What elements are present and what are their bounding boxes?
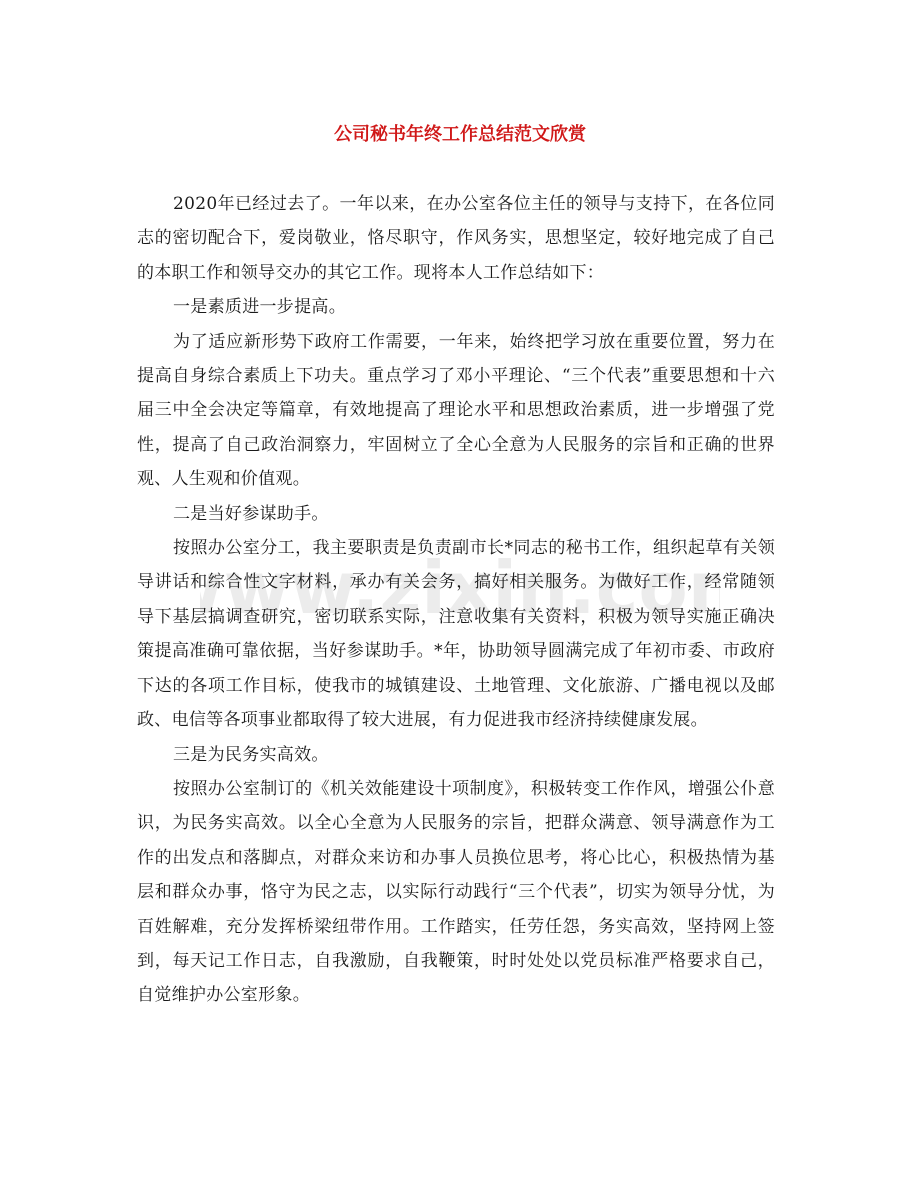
document-title: 公司秘书年终工作总结范文欣赏	[334, 124, 586, 145]
section-heading-3: 三是为民务实高效。	[173, 744, 329, 765]
watermark-text: ww.zixin.co	[223, 546, 688, 630]
paragraph-section-3: 按照办公室制订的《机关效能建设十项制度》，积极转变工作作风，增强公仆意识，为民务实高效。以全心全意为人民服务的宗旨，把群众满意、领导满意作为工作的出发点和落脚点，对群众来访和办事人员换位思考，将心比心，积极热情为基层和群众办事，恪守为民之志，以实际行动践行“三个代表”，切实为领导分忧，为百姓解难，充分发挥桥梁纽带作用。工作踏实，任劳任怨，务实高效，坚持网上签到，每天记工作日志，自我激励，自我鞭策，时时处处以党员标准严格要求自己，自觉维护办公室形象。	[137, 778, 775, 1006]
section-heading-2: 二是当好参谋助手。	[173, 503, 329, 524]
section-heading-1: 一是素质进一步提高。	[173, 297, 346, 318]
document-body	[137, 187, 775, 1013]
paragraph-intro: 2020年已经过去了。一年以来，在办公室各位主任的领导与支持下，在各位同志的密切配合下，爱岗敬业，恪尽职守，作风务实，思想坚定，较好地完成了自己的本职工作和领导交办的其它工作。现将本人工作总结如下：	[137, 194, 775, 283]
paragraph-section-1: 为了适应新形势下政府工作需要，一年来，始终把学习放在重要位置，努力在提高自身综合素质上下功夫。重点学习了邓小平理论、“三个代表”重要思想和十六届三中全会决定等篇章，有效地提高了理论水平和思想政治素质，进一步增强了党性，提高了自己政治洞察力，牢固树立了全心全意为人民服务的宗旨和正确的世界观、人生观和价值观。	[137, 331, 775, 490]
paragraph-section-2: 按照办公室分工，我主要职责是负责副市长*同志的秘书工作，组织起草有关领导讲话和综合性文字材料，承办有关会务，搞好相关服务。为做好工作，经常随领导下基层搞调查研究，密切联系实际，注意收集有关资料，积极为领导实施正确决策提高准确可靠依据，当好参谋助手。*年，协助领导圆满完成了年初市委、市政府下达的各项工作目标，使我市的城镇建设、土地管理、文化旅游、广播电视以及邮政、电信等各项事业都取得了较大进展，有力促进我市经济持续健康发展。	[137, 538, 775, 731]
